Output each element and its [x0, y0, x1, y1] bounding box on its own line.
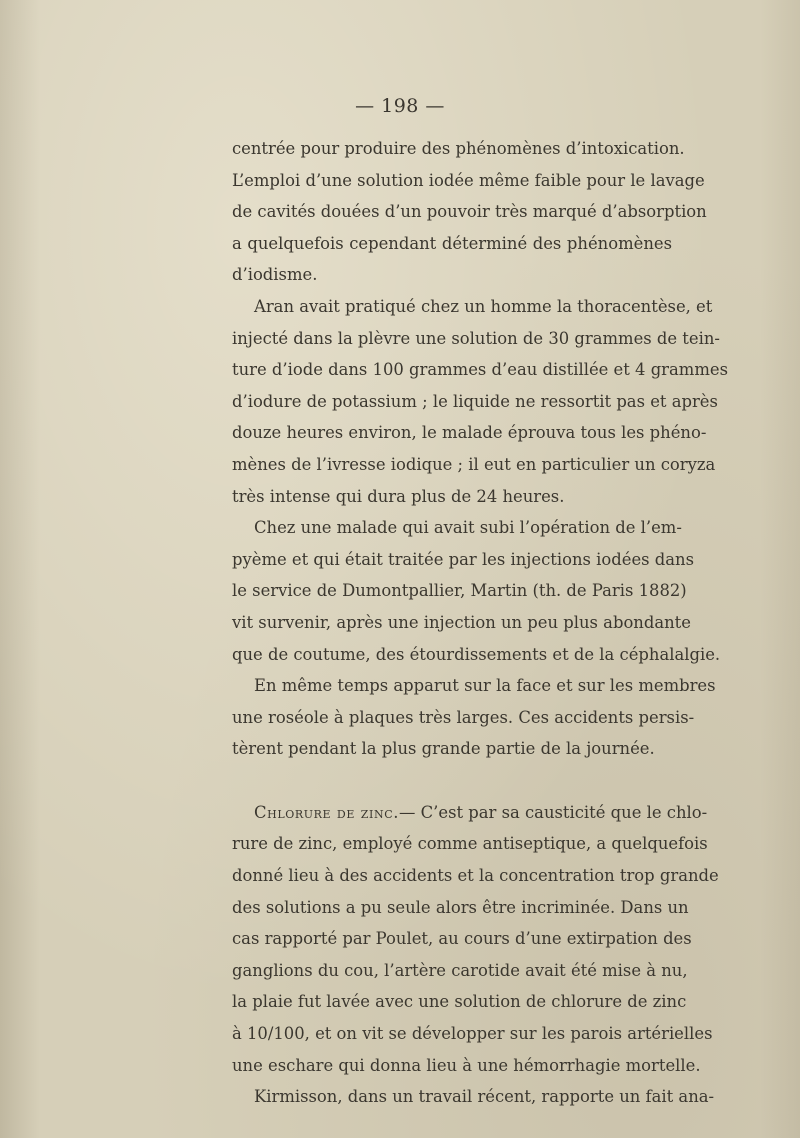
text-line: En même temps apparut sur la face et sur les membres: [254, 676, 716, 696]
text-line: ganglions du cou, l’artère carotide avait été mise à nu,: [232, 960, 688, 980]
text-line: [232, 797, 708, 829]
text-line: une roséole à plaques très larges. Ces accidents persis-: [232, 707, 695, 727]
text-line: d’iodure de potassium ; le liquide ne ressortit pas et après: [232, 391, 718, 411]
text-line: des solutions a pu seule alors être incriminée. Dans un: [232, 897, 689, 917]
paragraph-2: [232, 291, 728, 512]
text-line: d’iodisme.: [232, 265, 318, 285]
paragraph-1: [232, 133, 707, 291]
heading-line-rest: — C’est par sa causticité que le chlo-: [399, 802, 708, 822]
paragraph-3: [232, 512, 721, 670]
text-line: tèrent pendant la plus grande partie de la journée.: [232, 739, 655, 759]
text-line: la plaie fut lavée avec une solution de chlorure de zinc: [232, 992, 687, 1012]
body-text: [232, 133, 728, 1113]
text-line: à 10/100, et on vit se développer sur les parois artérielles: [232, 1024, 713, 1044]
text-line: donné lieu à des accidents et la concentration trop grande: [232, 866, 719, 886]
paragraph-4: [232, 670, 716, 765]
text-line: Chez une malade qui avait subi l’opération de l’em-: [254, 518, 682, 538]
paragraph-6: [232, 1081, 715, 1113]
text-line: centrée pour produire des phénomènes d’intoxication.: [232, 139, 685, 158]
text-line: rure de zinc, employé comme antiseptique, a quelquefois: [232, 834, 708, 854]
text-line: vit survenir, après une injection un peu plus abondante: [232, 612, 691, 632]
text-line: une eschare qui donna lieu à une hémorrhagie mortelle.: [232, 1055, 701, 1075]
text-line: Kirmisson, dans un travail récent, rapporte un fait ana-: [254, 1087, 715, 1107]
text-line: pyème et qui était traitée par les injections iodées dans: [232, 549, 694, 569]
text-line: L’emploi d’une solution iodée même faible pour le lavage: [232, 170, 705, 190]
text-line: de cavités douées d’un pouvoir très marqué d’absorption: [232, 202, 707, 222]
page-number: — 198 —: [355, 95, 445, 117]
text-line: le service de Dumontpallier, Martin (th. de Paris 1882): [232, 581, 687, 601]
section-spacer: [232, 765, 672, 797]
section-heading: Chlorure de zinc.: [254, 802, 400, 822]
text-line: très intense qui dura plus de 24 heures.: [232, 486, 565, 506]
text-line: douze heures environ, le malade éprouva tous les phéno-: [232, 423, 707, 443]
text-line: a quelquefois cependant déterminé des phénomènes: [232, 233, 672, 253]
text-line: ture d’iode dans 100 grammes d’eau distillée et 4 grammes: [232, 360, 728, 380]
text-line: injecté dans la plèvre une solution de 30 grammes de tein-: [232, 328, 720, 348]
text-line: cas rapporté par Poulet, au cours d’une extirpation des: [232, 929, 692, 949]
text-line: mènes de l’ivresse iodique ; il eut en particulier un coryza: [232, 454, 716, 474]
text-line: que de coutume, des étourdissements et de la céphalalgie.: [232, 644, 721, 664]
paragraph-chlorure-de-zinc: [232, 797, 719, 1081]
text-line: Aran avait pratiqué chez un homme la thoracentèse, et: [254, 296, 713, 316]
